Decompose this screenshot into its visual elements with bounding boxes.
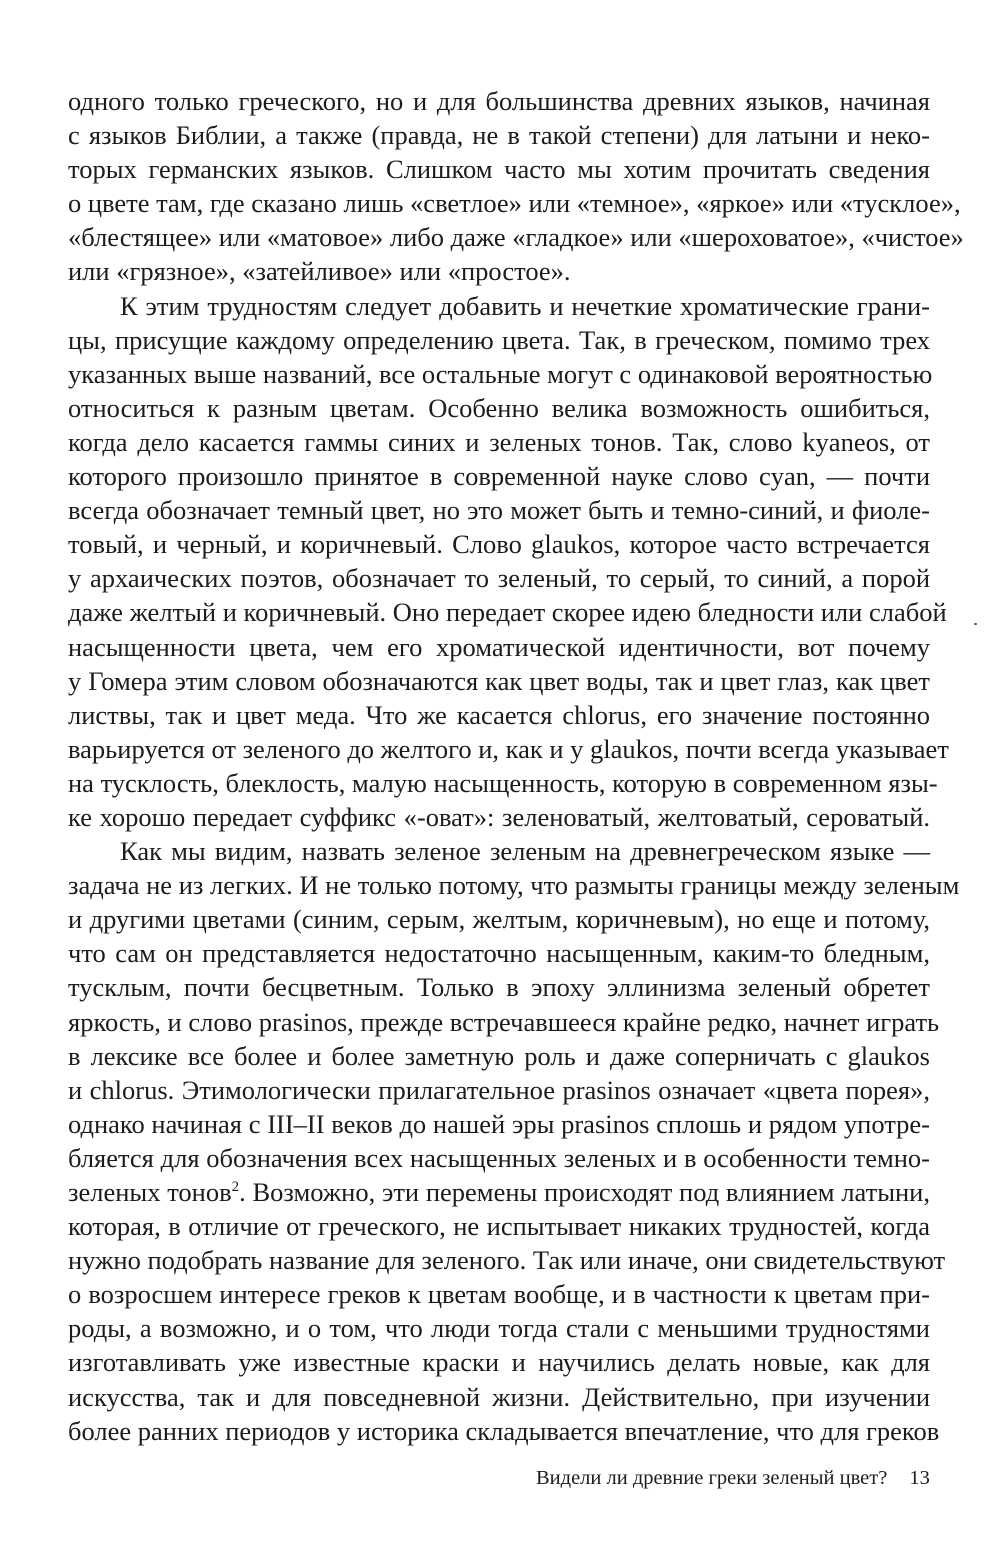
text-line: в лексике все более и более заметную роль и даже соперничать с glaukos <box>68 1040 930 1071</box>
text-line: с языков Библии, а также (правда, не в такой степени) для латыни и неко- <box>68 120 930 151</box>
text-line-with-footnote <box>68 1175 930 1209</box>
page-footer <box>536 1467 930 1490</box>
text-line: у архаических поэтов, обозначает то зеленый, то серый, то синий, а порой <box>68 563 930 594</box>
text-line: что сам он представляется недостаточно насыщенным, каким-то бледным, <box>68 938 930 969</box>
text-line: Как мы видим, назвать зеленое зеленым на древнегреческом языке — <box>120 836 930 867</box>
text-line: однако начиная с III–II веков до нашей эры prasinos сплошь и рядом употре- <box>68 1108 930 1139</box>
text-line: ке хорошо передает суффикс «-оват»: зеленоватый, желтоватый, сероватый. <box>68 801 930 832</box>
text-line: на тусклость, блеклость, малую насыщенность, которую в современном язы- <box>68 767 938 798</box>
text-line: относиться к разным цветам. Особенно велика возможность ошибиться, <box>68 392 930 423</box>
text-line: роды, а возможно, и о том, что люди тогда стали с меньшими трудностями <box>68 1313 930 1344</box>
text-segment: зеленых тонов <box>68 1177 232 1207</box>
text-line: насыщенности цвета, чем его хроматической идентичности, вот почему <box>68 631 930 662</box>
text-line: когда дело касается гаммы синих и зеленых тонов. Так, слово kyaneos, от <box>68 426 930 457</box>
print-speck <box>974 623 977 625</box>
text-line: «блестящее» или «матовое» либо даже «гладкое» или «шероховатое», «чистое» <box>68 222 964 253</box>
text-line: изготавливать уже известные краски и научились делать новые, как для <box>68 1347 930 1378</box>
text-line: или «грязное», «затейливое» или «простое». <box>68 256 571 287</box>
text-line: указанных выше названий, все остальные могут с одинаковой вероятностью <box>68 358 933 389</box>
text-line: о возросшем интересе греков к цветам вообще, и в частности к цветам при- <box>68 1279 930 1310</box>
text-line: и chlorus. Этимологически прилагательное prasinos означает «цвета порея», <box>68 1074 930 1105</box>
page-body <box>68 84 964 1448</box>
running-title: Видели ли древние греки зеленый цвет? <box>536 1467 888 1489</box>
text-line: нужно подобрать название для зеленого. Так или иначе, они свидетельствуют <box>68 1245 946 1276</box>
text-line: о цвете там, где сказано лишь «светлое» или «темное», «яркое» или «тусклое», <box>68 188 961 219</box>
text-line: торых германских языков. Слишком часто мы хотим прочитать сведения <box>68 154 930 185</box>
text-line: яркость, и слово prasinos, прежде встречавшееся крайне редко, начнет играть <box>68 1006 940 1037</box>
page-number: 13 <box>909 1467 930 1489</box>
footnote-reference[interactable]: 2 <box>231 1179 240 1196</box>
text-line: и другими цветами (синим, серым, желтым, коричневым), но еще и потому, <box>68 904 930 935</box>
text-line: тусклым, почти бесцветным. Только в эпоху эллинизма зеленый обретет <box>68 972 930 1003</box>
paragraph-3 <box>68 834 960 1448</box>
text-line: листвы, так и цвет меда. Что же касается chlorus, его значение постоянно <box>68 699 930 730</box>
text-line: товый, и черный, и коричневый. Слово glaukos, которое часто встречается <box>68 529 930 560</box>
text-line: даже желтый и коричневый. Оно передает скорее идею бледности или слабой <box>68 597 947 628</box>
text-line: одного только греческого, но и для большинства древних языков, начиная <box>68 86 930 116</box>
text-line: цы, присущие каждому определению цвета. Так, в греческом, помимо трех <box>68 324 930 355</box>
text-line: которая, в отличие от греческого, не испытывает никаких трудностей, когда <box>68 1211 930 1242</box>
text-line: варьируется от зеленого до желтого и, как и у glaukos, почти всегда указывает <box>68 733 949 764</box>
text-line: задача не из легких. И не только потому, что размыты границы между зеленым <box>68 870 960 901</box>
text-line: которого произошло принятое в современной науке слово cyan, — почти <box>68 461 930 492</box>
paragraph-1 <box>68 84 964 289</box>
text-line: искусства, так и для повседневной жизни. Действительно, при изучении <box>68 1381 930 1412</box>
text-line: всегда обозначает темный цвет, но это может быть и темно-синий, и фиоле- <box>68 495 930 526</box>
text-segment: . Возможно, эти перемены происходят под влиянием латыни, <box>239 1177 930 1207</box>
text-line: более ранних периодов у историка складывается впечатление, что для греков <box>68 1415 940 1446</box>
text-line: у Гомера этим словом обозначаются как цвет воды, так и цвет глаз, как цвет <box>68 665 930 696</box>
paragraph-2 <box>68 289 949 835</box>
text-line: К этим трудностям следует добавить и нечеткие хроматические грани- <box>120 290 930 321</box>
text-line: бляется для обозначения всех насыщенных зеленых и в особенности темно- <box>68 1142 930 1173</box>
